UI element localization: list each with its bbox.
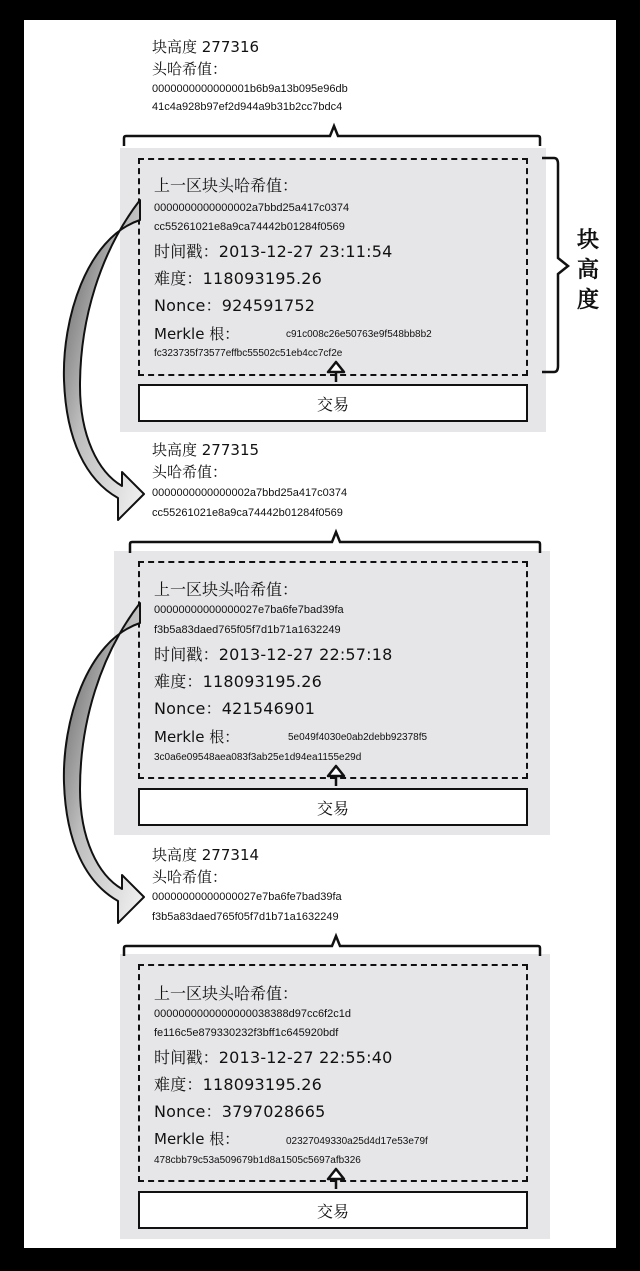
prev-hash-line1: 00000000000000027e7ba6fe7bad39fa: [154, 604, 344, 616]
prev-hash-line2: f3b5a83daed765f05f7d1b71a1632249: [154, 624, 341, 636]
difficulty-field: 难度：118093195.26: [154, 269, 323, 288]
header-hash-line1: 00000000000000027e7ba6fe7bad39fa: [152, 891, 342, 903]
side-label-char-3: 度: [576, 288, 599, 313]
brace-block-277316: [124, 126, 540, 146]
side-label-char-1: 块: [576, 228, 599, 253]
block-height-label: 块高度 277314: [152, 846, 260, 864]
curved-arrow-icon: [64, 200, 144, 520]
merkle-root-line1: 02327049330a25d4d17e53e79f: [286, 1136, 428, 1147]
header-hash-line2: cc55261021e8a9ca74442b01284f0569: [152, 507, 343, 519]
timestamp-field: 时间戳：2013-12-27 22:57:18: [154, 645, 393, 664]
header-hash-label: 头哈希值：: [152, 463, 228, 481]
side-label-char-2: 高: [576, 258, 599, 283]
header-hash-label: 头哈希值：: [152, 868, 228, 886]
nonce-field: Nonce：924591752: [154, 296, 316, 315]
prev-hash-label: 上一区块头哈希值：: [154, 580, 299, 599]
up-arrow-icon: [328, 766, 344, 786]
diagram-canvas: [24, 20, 616, 1248]
up-arrow-icon: [328, 362, 344, 382]
merkle-root-label: Merkle 根：: [154, 728, 240, 746]
header-hash-line1: 0000000000000001b6b9a13b095e96db: [152, 83, 348, 95]
prev-hash-line2: cc55261021e8a9ca74442b01284f0569: [154, 221, 345, 233]
merkle-root-line1: 5e049f4030e0ab2debb92378f5: [288, 732, 428, 743]
header-hash-line2: f3b5a83daed765f05f7d1b71a1632249: [152, 911, 339, 923]
prev-hash-label: 上一区块头哈希值：: [154, 176, 299, 195]
transactions-label: 交易: [316, 798, 349, 818]
merkle-root-line2: 478cbb79c53a509679b1d8a1505c5697afb326: [154, 1155, 361, 1166]
diagram-graphics: [24, 20, 616, 1248]
block-height-label: 块高度 277315: [152, 441, 260, 459]
nonce-field: Nonce：3797028665: [154, 1102, 326, 1121]
side-brace: [542, 158, 568, 372]
header-hash-line1: 0000000000000002a7bbd25a417c0374: [152, 487, 348, 499]
prev-hash-line1: 0000000000000002a7bbd25a417c0374: [154, 202, 350, 214]
nonce-field: Nonce：421546901: [154, 699, 316, 718]
merkle-root-label: Merkle 根：: [154, 325, 240, 343]
difficulty-field: 难度：118093195.26: [154, 672, 323, 691]
up-arrow-icon: [328, 1169, 344, 1189]
timestamp-field: 时间戳：2013-12-27 23:11:54: [154, 242, 393, 261]
merkle-root-label: Merkle 根：: [154, 1130, 240, 1148]
prev-hash-line2: fe116c5e879330232f3bff1c645920bdf: [154, 1027, 339, 1039]
header-hash-label: 头哈希值：: [152, 60, 228, 78]
timestamp-field: 时间戳：2013-12-27 22:55:40: [154, 1048, 393, 1067]
merkle-root-line1: c91c008c26e50763e9f548bb8b2: [286, 329, 432, 340]
transactions-label: 交易: [316, 394, 349, 414]
brace-block-277315: [130, 532, 540, 553]
header-hash-line2: 41c4a928b97ef2d944a9b31b2cc7bdc4: [152, 101, 343, 113]
difficulty-field: 难度：118093195.26: [154, 1075, 323, 1094]
curved-arrow-icon: [64, 603, 144, 923]
transactions-label: 交易: [316, 1201, 349, 1221]
brace-block-277314: [124, 936, 540, 956]
block-height-label: 块高度 277316: [152, 38, 260, 56]
prev-hash-line1: 0000000000000000038388d97cc6f2c1d: [154, 1008, 351, 1020]
prev-hash-label: 上一区块头哈希值：: [154, 984, 299, 1003]
merkle-root-line2: 3c0a6e09548aea083f3ab25e1d94ea1155e29d: [154, 752, 362, 763]
merkle-root-line2: fc323735f73577effbc55502c51eb4cc7cf2e: [154, 348, 343, 359]
